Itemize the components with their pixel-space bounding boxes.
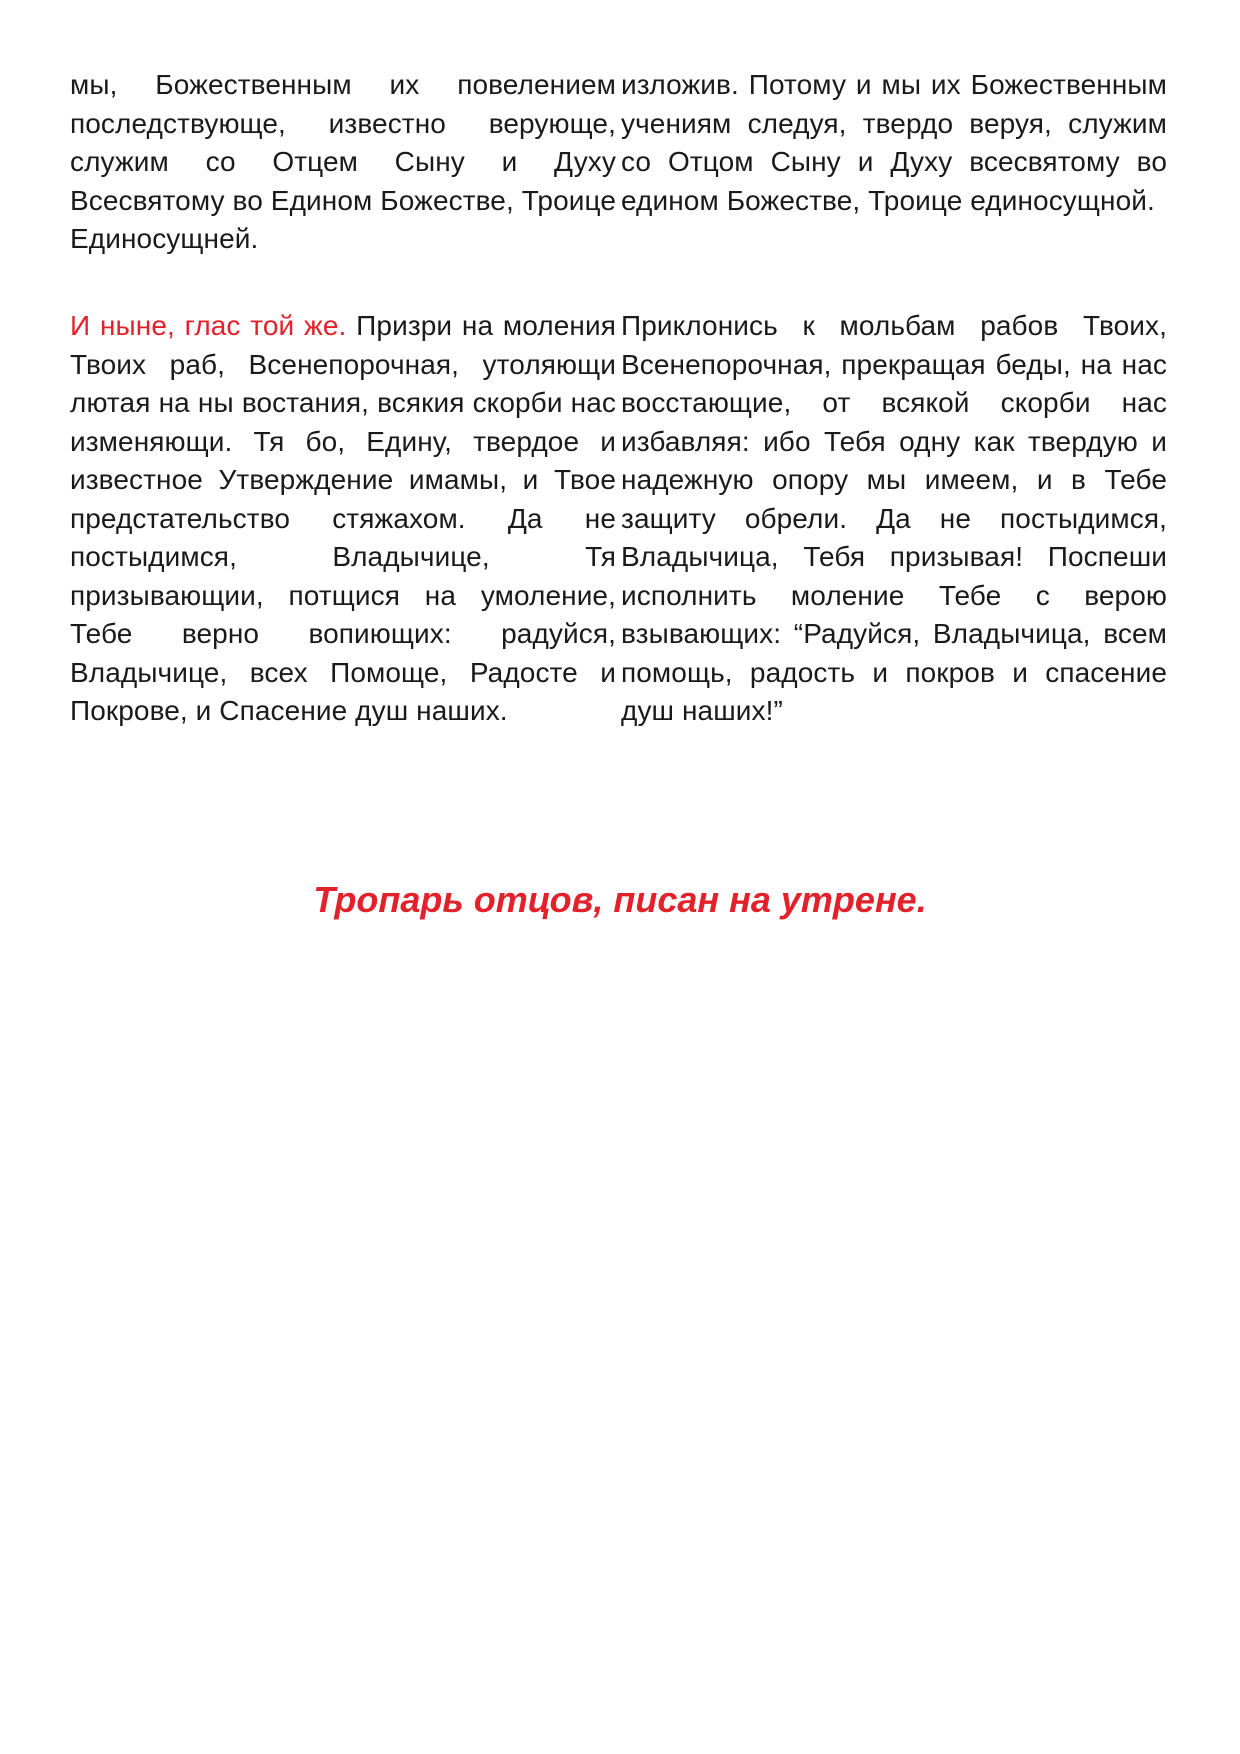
text-block-1 xyxy=(70,66,1167,259)
text-block-2 xyxy=(70,307,1167,731)
russian-translation-1: изложив. Потому и мы их Божественным учениям следуя, твердо веруя, служим со Отцом Сыну и Духу всесвятому во едином Божестве, Троице единосущной. xyxy=(621,69,1167,216)
church-slavonic-text-1: мы, Божественным их повелением последствующе, известно верующе, служим со Отцем Сыну и Духу Всесвятому во Едином Божестве, Троице Единосущней. xyxy=(70,69,616,254)
russian-translation-2: Приклонись к мольбам рабов Твоих, Всенепорочная, прекращая беды, на нас восстающие, от всякой скорби нас избавляя: ибо Тебя одну как твердую и надежную опору мы имеем, и в Тебе защиту обрели. Да не постыдимся, Владычица, Тебя призывая! Поспеши исполнить моление Тебе с верою взывающих: “Радуйся, Владычица, всем помощь, радость и покров и спасение душ наших!” xyxy=(621,310,1167,726)
section-heading: Тропарь отцов, писан на утрене. xyxy=(313,879,927,920)
church-slavonic-text-2 xyxy=(70,307,616,731)
theotokion-text: Призри на моления Твоих раб, Всенепорочная, утоляющи лютая на ны востания, всякия скорби нас изменяющи. Тя бо, Едину, твердое и известное Утверждение имамы, и Твое предстательство стяжахом. Да не постыдимся, Владычице, Тя призывающии, потщися на умоление, Тебе верно вопиющих: радуйся, Владычице, всех Помоще, Радосте и Покрове, и Спасение душ наших. xyxy=(70,310,616,726)
rubric: И ныне, глас той же. xyxy=(70,310,347,341)
